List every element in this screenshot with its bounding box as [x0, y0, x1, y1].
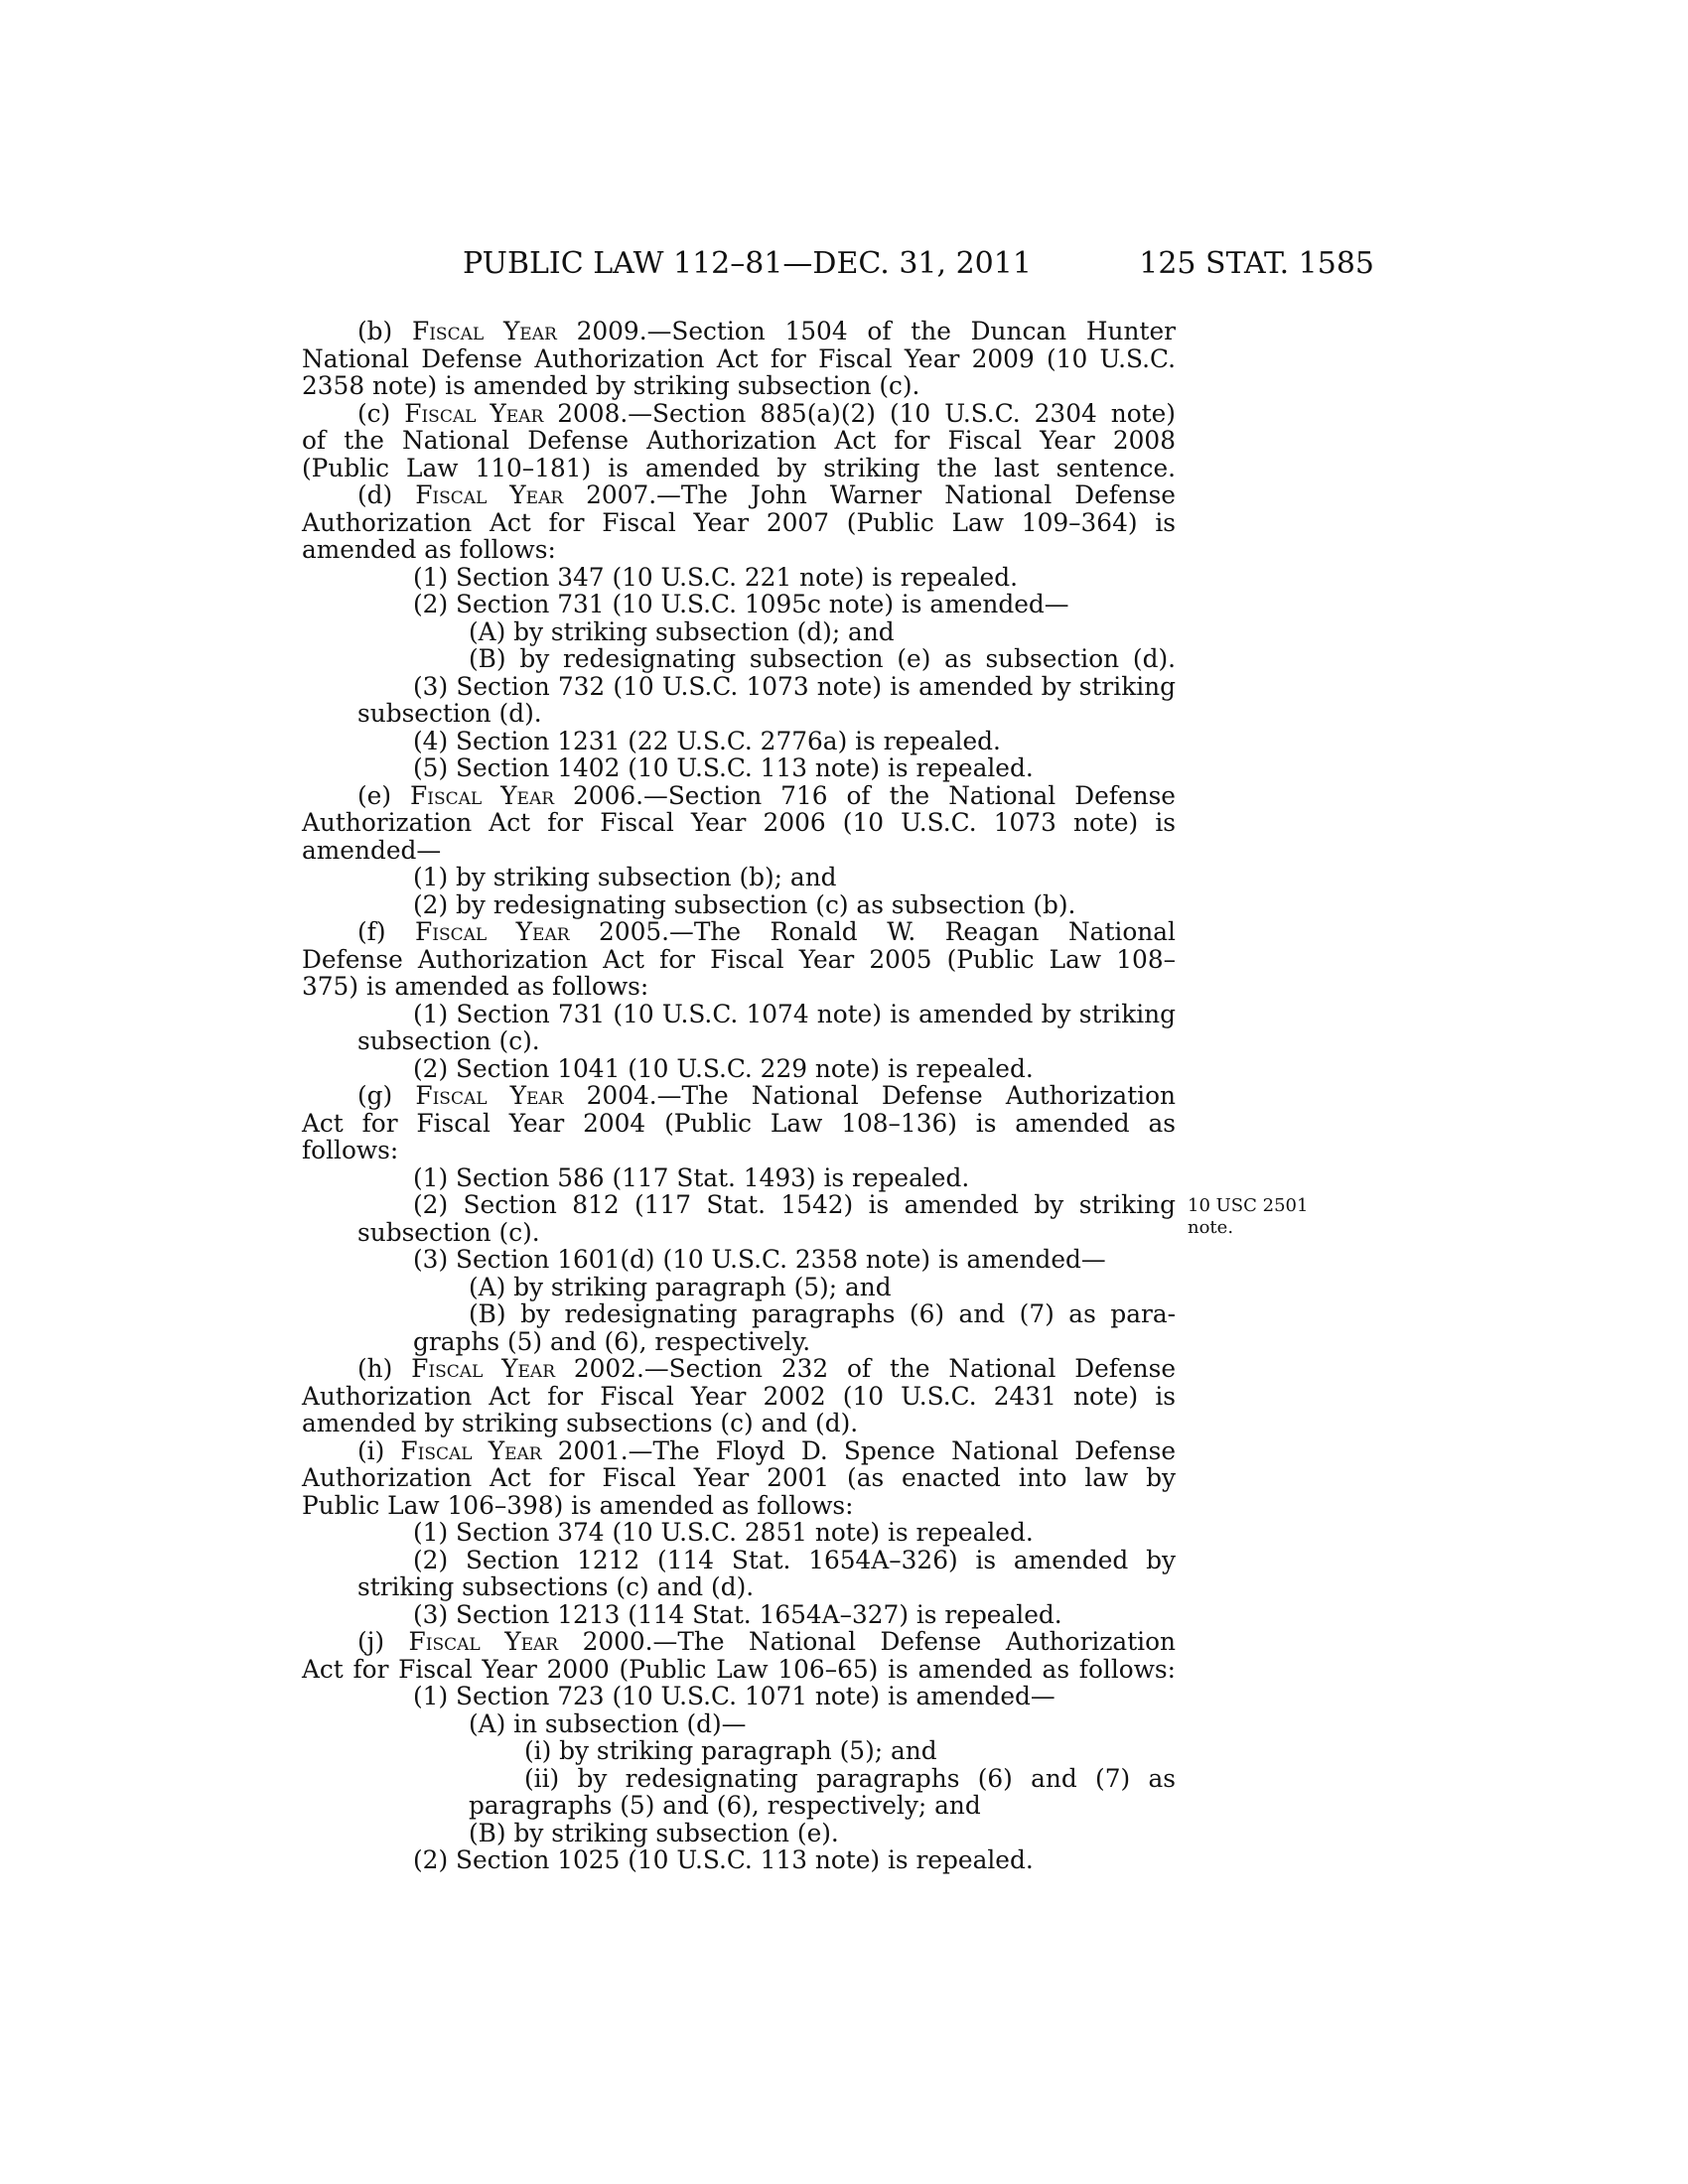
text-line — [302, 700, 1176, 728]
text-line — [302, 1300, 1176, 1328]
margin-note-line: 10 USC 2501 — [1188, 1195, 1309, 1216]
text-span: Act for Fiscal Year 2004 (Public Law 108–136) is amended as — [302, 1108, 1176, 1138]
margin-note — [1188, 1195, 1308, 1239]
text-span: (3) Section 1213 (114 Stat. 1654A–327) is repealed. — [413, 1599, 1062, 1629]
text-span: (1) Section 586 (117 Stat. 1493) is repealed. — [413, 1162, 970, 1192]
text-span: (B) by redesignating subsection (e) as subsection (d). — [469, 644, 1176, 673]
text-line — [302, 1082, 1176, 1110]
text-span: Public Law 106–398) is amended as follows: — [302, 1490, 854, 1520]
subsection-heading: Fiscal Year — [415, 1081, 564, 1110]
text-line — [302, 1820, 1176, 1847]
text-span: (3) Section 732 (10 U.S.C. 1073 note) is amended by striking — [413, 671, 1176, 701]
text-span: (i) by striking paragraph (5); and — [524, 1736, 937, 1765]
text-span: (1) Section 731 (10 U.S.C. 1074 note) is amended by striking — [413, 999, 1176, 1028]
text-span: (2) Section 731 (10 U.S.C. 1095c note) is amended— — [413, 590, 1069, 618]
text-span: (g) — [357, 1081, 416, 1110]
text-span: (h) — [357, 1354, 412, 1383]
text-line — [302, 837, 1176, 865]
text-line — [302, 1219, 1176, 1247]
text-span: Authorization Act for Fiscal Year 2007 (Public Law 109–364) is — [302, 507, 1176, 537]
statute-text — [302, 318, 1176, 1874]
text-span: 2004.—The National Defense Authorization — [563, 1081, 1176, 1110]
subsection-heading: Fiscal Year — [408, 1627, 559, 1656]
text-span: subsection (c). — [357, 1026, 540, 1055]
text-line — [302, 345, 1176, 373]
text-line — [302, 1055, 1176, 1083]
text-line — [302, 318, 1176, 345]
text-line — [302, 1328, 1176, 1356]
text-line — [302, 618, 1176, 646]
text-line — [302, 1027, 1176, 1055]
text-span: 2358 note) is amended by striking subsection (c). — [302, 371, 920, 400]
text-span: 2009.—Section 1504 of the Duncan Hunter — [556, 317, 1176, 345]
text-span: (A) by striking subsection (d); and — [469, 616, 895, 646]
text-line — [302, 1519, 1176, 1547]
text-span: paragraphs (5) and (6), respectively; and — [469, 1791, 981, 1820]
text-span: (1) Section 723 (10 U.S.C. 1071 note) is amended— — [413, 1682, 1055, 1710]
text-span: 2000.—The National Defense Authorization — [558, 1627, 1176, 1656]
text-span: (c) — [357, 398, 405, 428]
text-line — [302, 1492, 1176, 1520]
statute-page-number: 125 STAT. 1585 — [1139, 246, 1374, 281]
text-line — [302, 946, 1176, 974]
text-line — [302, 455, 1176, 482]
text-span: Authorization Act for Fiscal Year 2002 (10 U.S.C. 2431 note) is — [302, 1381, 1176, 1411]
text-line — [302, 1274, 1176, 1301]
text-line — [302, 1683, 1176, 1710]
text-span: 375) is amended as follows: — [302, 972, 649, 1001]
text-line — [302, 1628, 1176, 1656]
text-line — [302, 564, 1176, 592]
subsection-heading: Fiscal Year — [415, 480, 564, 509]
margin-note-line: note. — [1188, 1217, 1234, 1238]
text-line — [302, 782, 1176, 810]
text-line — [302, 918, 1176, 946]
text-line — [302, 427, 1176, 455]
text-line — [302, 645, 1176, 673]
text-span: Defense Authorization Act for Fiscal Year 2005 (Public Law 108– — [302, 944, 1176, 974]
text-line — [302, 536, 1176, 564]
text-span: subsection (d). — [357, 699, 542, 728]
text-span: 2001.—The Floyd D. Spence National Defense — [541, 1435, 1176, 1465]
text-line — [302, 1464, 1176, 1492]
text-span: amended by striking subsections (c) and (d). — [302, 1409, 859, 1437]
running-head-title: PUBLIC LAW 112–81—DEC. 31, 2011 — [463, 246, 1032, 281]
text-span: (e) — [357, 780, 411, 810]
text-line — [302, 1601, 1176, 1629]
text-span: (4) Section 1231 (22 U.S.C. 2776a) is repealed. — [413, 726, 1001, 755]
text-span: (Public Law 110–181) is amended by striking the last sentence. — [302, 453, 1176, 482]
text-span: (j) — [357, 1627, 409, 1656]
subsection-heading: Fiscal Year — [404, 398, 544, 428]
text-line — [302, 809, 1176, 837]
text-span: subsection (c). — [357, 1217, 540, 1247]
text-line — [302, 1191, 1176, 1219]
text-span: (f) — [357, 917, 416, 946]
text-span: 2005.—The Ronald W. Reagan National — [569, 917, 1176, 946]
text-span: follows: — [302, 1136, 399, 1164]
text-span: graphs (5) and (6), respectively. — [413, 1326, 811, 1356]
text-line — [302, 728, 1176, 755]
text-span: (A) by striking paragraph (5); and — [469, 1272, 892, 1301]
text-line — [302, 1792, 1176, 1820]
text-line — [302, 1573, 1176, 1601]
text-line — [302, 1246, 1176, 1274]
text-line — [302, 1737, 1176, 1765]
text-line — [302, 1137, 1176, 1164]
text-span: (2) Section 1212 (114 Stat. 1654A–326) is amended by — [413, 1545, 1176, 1574]
text-line — [302, 1410, 1176, 1437]
text-span: (2) Section 1025 (10 U.S.C. 113 note) is repealed. — [413, 1845, 1034, 1874]
text-span: National Defense Authorization Act for Fiscal Year 2009 (10 U.S.C. — [302, 343, 1176, 373]
text-span: (3) Section 1601(d) (10 U.S.C. 2358 note) is amended— — [413, 1245, 1106, 1274]
text-span: Authorization Act for Fiscal Year 2006 (10 U.S.C. 1073 note) is — [302, 808, 1176, 837]
subsection-heading: Fiscal Year — [400, 1435, 542, 1465]
text-line — [302, 1846, 1176, 1874]
text-line — [302, 973, 1176, 1001]
text-line — [302, 591, 1176, 618]
text-span: (ii) by redesignating paragraphs (6) and (7) as — [524, 1763, 1176, 1793]
text-span: amended— — [302, 835, 442, 865]
text-line — [302, 1110, 1176, 1138]
text-line — [302, 1656, 1176, 1684]
text-span: (B) by redesignating paragraphs (6) and (7) as para- — [469, 1299, 1176, 1328]
subsection-heading: Fiscal Year — [410, 780, 555, 810]
text-line — [302, 372, 1176, 400]
text-line — [302, 1164, 1176, 1192]
text-span: Act for Fiscal Year 2000 (Public Law 106–65) is amended as follows: — [302, 1654, 1176, 1684]
text-line — [302, 509, 1176, 537]
text-line — [302, 1710, 1176, 1738]
subsection-heading: Fiscal Year — [415, 917, 570, 946]
text-span: (A) in subsection (d)— — [469, 1708, 747, 1738]
text-line — [302, 754, 1176, 782]
text-line — [302, 481, 1176, 509]
text-span: 2007.—The John Warner National Defense — [563, 480, 1176, 509]
subsection-heading: Fiscal Year — [412, 317, 557, 345]
text-line — [302, 864, 1176, 891]
text-line — [302, 1355, 1176, 1383]
text-span: (B) by striking subsection (e). — [469, 1818, 839, 1847]
text-span: (d) — [357, 480, 416, 509]
text-line — [302, 1001, 1176, 1028]
text-line — [302, 1765, 1176, 1793]
text-line — [302, 1547, 1176, 1574]
text-span: (1) Section 374 (10 U.S.C. 2851 note) is repealed. — [413, 1518, 1034, 1547]
text-span: (1) by striking subsection (b); and — [413, 863, 837, 891]
text-span: 2006.—Section 716 of the National Defense — [554, 780, 1176, 810]
text-line — [302, 1437, 1176, 1465]
text-span: amended as follows: — [302, 535, 556, 564]
text-span: (2) by redesignating subsection (c) as subsection (b). — [413, 889, 1076, 919]
text-span: 2002.—Section 232 of the National Defense — [555, 1354, 1176, 1383]
text-line — [302, 1383, 1176, 1411]
text-span: (5) Section 1402 (10 U.S.C. 113 note) is repealed. — [413, 753, 1034, 782]
text-line — [302, 891, 1176, 919]
text-span: (2) Section 812 (117 Stat. 1542) is amended by striking — [413, 1190, 1176, 1219]
text-span: of the National Defense Authorization Act for Fiscal Year 2008 — [302, 426, 1176, 455]
text-line — [302, 673, 1176, 701]
subsection-heading: Fiscal Year — [411, 1354, 556, 1383]
text-span: Authorization Act for Fiscal Year 2001 (as enacted into law by — [302, 1463, 1176, 1492]
text-span: striking subsections (c) and (d). — [357, 1572, 755, 1601]
text-span: 2008.—Section 885(a)(2) (10 U.S.C. 2304 note) — [543, 398, 1176, 428]
text-span: (b) — [357, 317, 413, 345]
text-span: (1) Section 347 (10 U.S.C. 221 note) is repealed. — [413, 562, 1018, 592]
text-line — [302, 400, 1176, 428]
text-span: (i) — [357, 1435, 401, 1465]
text-span: (2) Section 1041 (10 U.S.C. 229 note) is repealed. — [413, 1053, 1034, 1083]
